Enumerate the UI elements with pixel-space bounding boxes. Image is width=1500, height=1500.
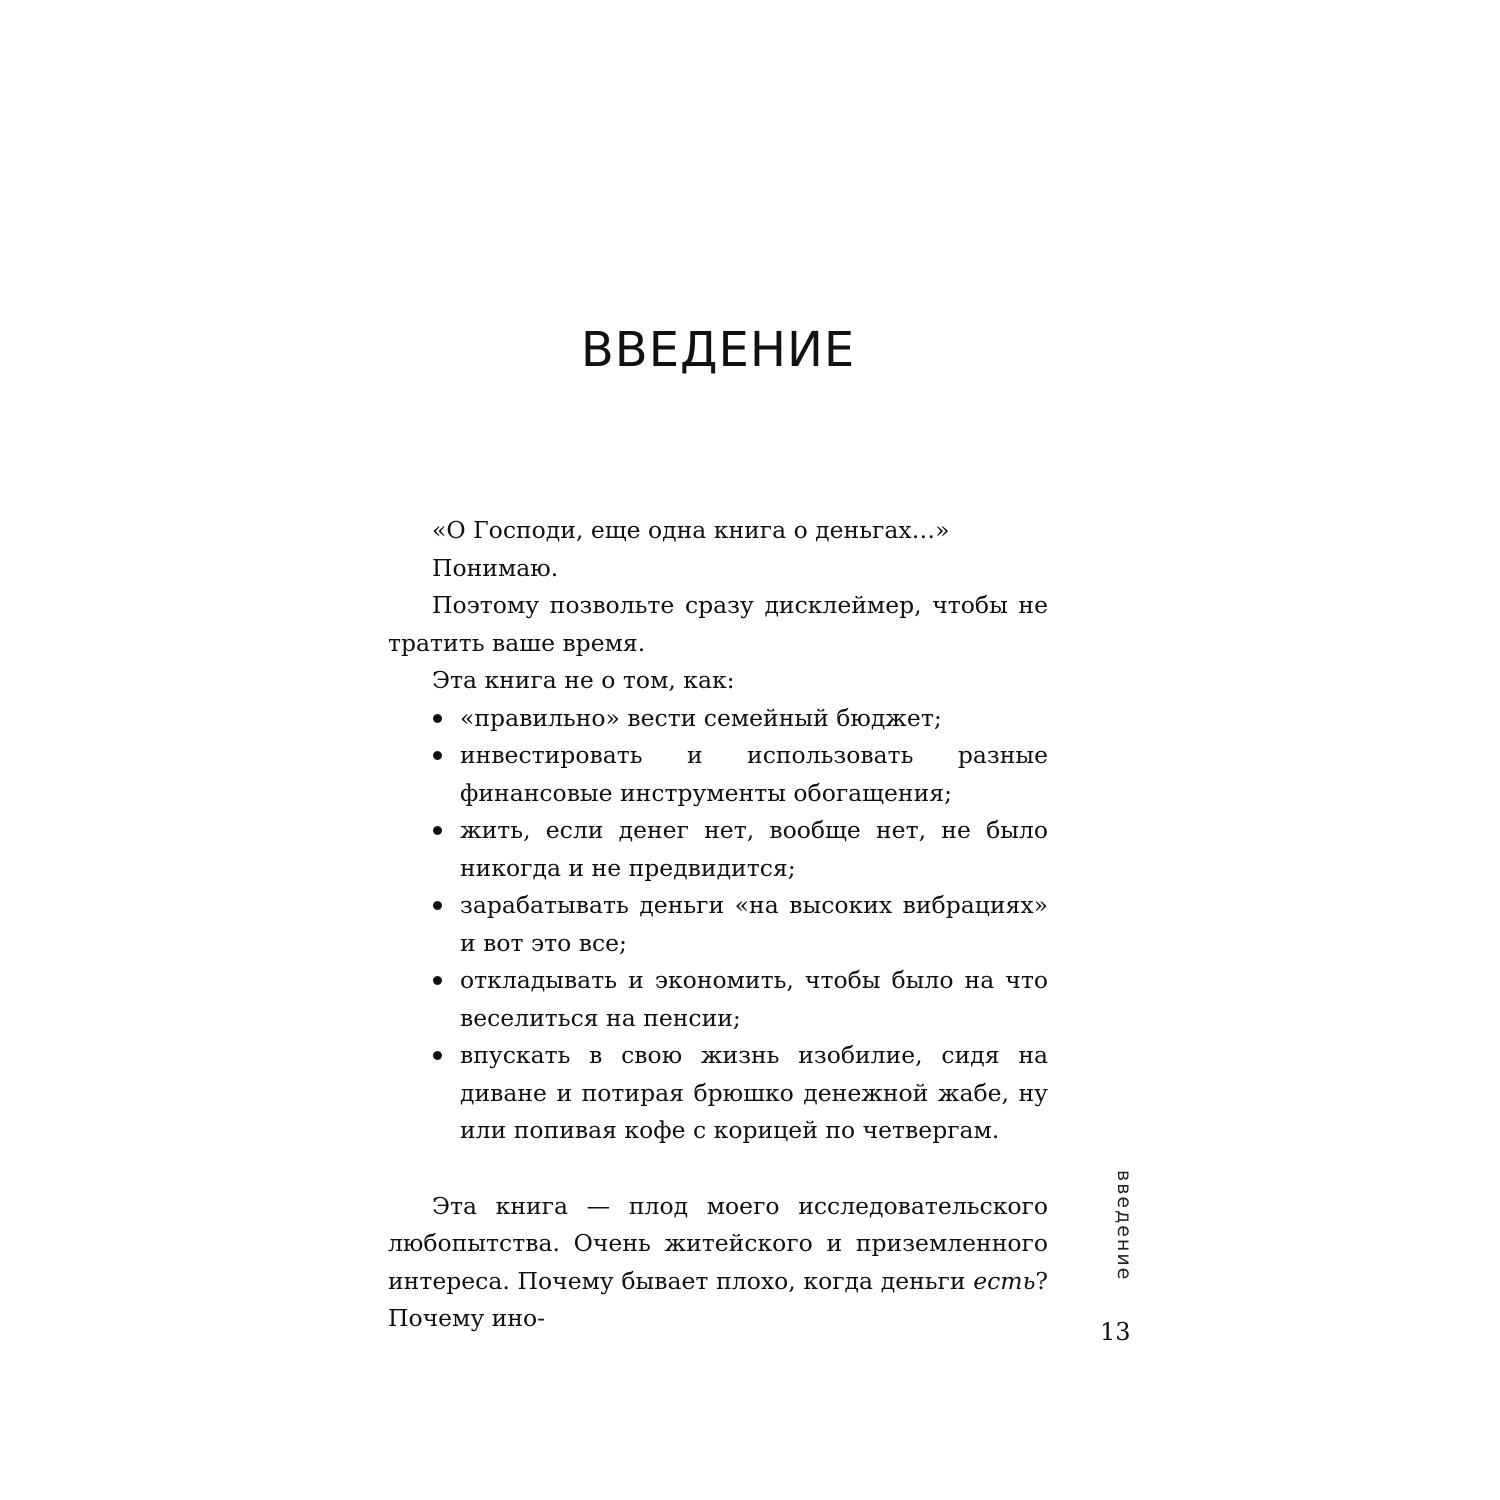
- chapter-title: ВВЕДЕНИЕ: [580, 322, 856, 378]
- list-item: инвестировать и использовать разные финансовые инструменты обогащения;: [388, 737, 1048, 812]
- bullet-list: [388, 700, 1048, 1150]
- paragraph-disclaimer: Поэтому позвольте сразу дисклеймер, чтобы не тратить ваше время.: [388, 591, 1048, 657]
- list-item: зарабатывать деньги «на высоких вибрациях» и вот это все;: [388, 887, 1048, 962]
- page-number: 13: [1100, 1318, 1131, 1346]
- list-item: впускать в свою жизнь изобилие, сидя на диване и потирая брюшко денежной жабе, ну или попивая кофе с корицей по четвергам.: [388, 1037, 1048, 1150]
- list-item: жить, если денег нет, вообще нет, не было никогда и не предвидится;: [388, 812, 1048, 887]
- closing-text-start: Эта книга — плод моего исследовательского любопытства. Очень житейского и приземленного интереса. Почему бывает плохо, когда деньги: [388, 1191, 1048, 1295]
- closing-emphasis: есть: [973, 1266, 1036, 1295]
- closing-text-end: ? Почему ино-: [388, 1266, 1048, 1332]
- list-item: откладывать и экономить, чтобы было на что веселиться на пенсии;: [388, 962, 1048, 1037]
- body-text: [388, 512, 1048, 1338]
- paragraph-list-intro: Эта книга не о том, как:: [432, 666, 735, 694]
- paragraph-understand: Понимаю.: [432, 553, 559, 582]
- paragraph-exclamation: «О Господи, еще одна книга о деньгах…»: [432, 516, 950, 544]
- paragraph-gap: [388, 1150, 1048, 1188]
- list-item: «правильно» вести семейный бюджет;: [388, 700, 1048, 738]
- paragraph-closing: [388, 1188, 1048, 1338]
- running-head: введение: [1113, 1170, 1135, 1282]
